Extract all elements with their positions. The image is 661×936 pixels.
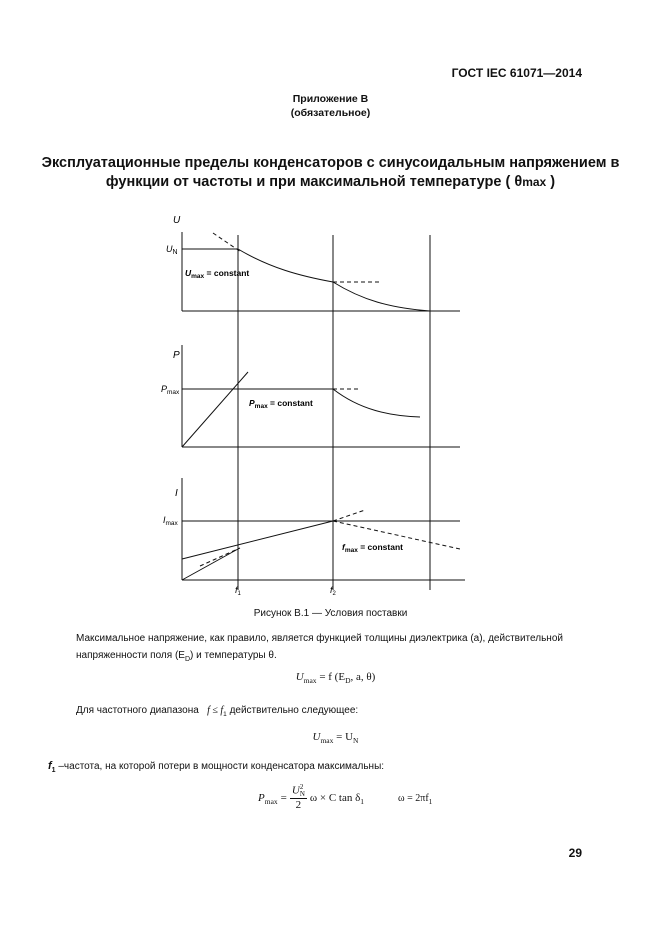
i-axis-label: I [175,488,178,499]
p-level-sub: max [167,389,180,396]
formula-3-num-sup: 2 [299,783,304,791]
formula-3-fraction [290,784,307,812]
formula-3-denominator: 2 [295,799,302,811]
paragraph-3-text: –частота, на которой потери в мощности конденсатора максимальны: [55,761,385,772]
i-dashed-upper [333,510,365,521]
p-note-main: P [249,398,255,408]
paragraph-1-text: Максимальное напряжение, как правило, является функцией толщины диэлектрика (а), действительной напряженности поля (E [76,633,563,661]
title-line-2-text: функции от частоты и при максимальной температуре ( [105,174,511,190]
u-axis-label: U [173,215,181,226]
p-constant-note [249,398,313,410]
formula-1-lhs-sub: max [303,676,317,686]
i-initial-line [182,549,238,580]
formula-2-lhs: U [312,731,321,743]
formula-3-omega-sub: 1 [428,796,433,806]
f2-main: f [330,585,333,595]
formula-3-rest-sub: 1 [360,796,365,806]
formula-3-num-sub: N [299,790,305,798]
p-level-main: P [161,384,168,394]
formula-3-numerator [290,784,307,799]
formula-3-lhs-sub: max [264,796,278,806]
formula-1-lhs: U [295,671,304,683]
p-axis-label: P [173,350,180,361]
u-curve-1 [238,249,333,282]
paragraph-3-symbol: f [48,760,52,772]
i-note-main: f [342,542,345,552]
u-level-label [166,244,178,256]
formula-umax [0,671,661,685]
formula-3-omega: ω = 2πf [398,792,429,804]
p-note-sub: max [254,403,268,410]
paragraph-2-condition-sub: 1 [223,711,227,718]
paragraph-3-symbol-sub: 1 [51,767,56,774]
formula-3-lhs: P [258,792,265,804]
i-level-label [163,515,179,527]
paragraph-1-end: ) и температуры θ. [190,650,277,661]
page-number: 29 [568,846,582,860]
formula-3-rest: ω × C tan δ [309,792,361,804]
u-level-main: U [166,244,173,254]
paragraph-2 [76,702,588,723]
formula-pmax: P $_{max}$ = U 2 N 2 ω × C tan δ $_1$ ω = 2πf $_1$ [258,783,433,811]
i-constant-note [342,542,403,554]
i-level-sub: max [165,520,178,527]
formula-1-rhs: = f (E [316,671,346,683]
title-close: ) [550,174,556,190]
i-note-rest: = constant [357,542,403,552]
u-curve-2 [333,282,430,311]
i-rising-line [182,521,333,559]
formula-1-rhs-sub: D [345,676,351,686]
figure-caption: Рисунок В.1 — Условия поставки [253,608,408,619]
f2-sub: 2 [332,591,336,597]
annex-label: Приложение В [292,93,369,105]
title-theta: θ [514,174,523,190]
i-dashed-lower [200,548,240,566]
paragraph-2-end: действительно следующее: [226,705,359,716]
formula-3-num: U [291,784,300,797]
paragraph-1-sub: D [184,656,191,663]
paragraph-3 [48,758,560,779]
formula-1-rhs-end: , a, θ) [350,671,376,683]
formula-umax-un [0,731,661,745]
p-decay-curve [333,389,420,417]
f1-main: f [235,585,238,595]
paragraph-1 [76,630,588,668]
title-line-1: Эксплуатационные пределы конденсаторов с синусоидальным напряжением в [41,155,620,171]
paragraph-2-start: Для частотного диапазона [76,705,199,716]
u-constant-note [185,268,249,280]
i-level-main: I [163,515,166,525]
u-level-sub: N [172,249,178,256]
annex-status: (обязательное) [290,107,371,119]
formula-2-eq-sub: N [353,736,359,746]
paragraph-2-condition: f ≤ f [207,705,224,716]
formula-2-lhs-sub: max [320,736,334,746]
standard-header: ГОСТ IEC 61071—2014 [451,66,582,80]
u-note-sub: max [191,273,205,280]
formula-2-eq: = U [333,731,354,743]
p-note-rest: = constant [267,398,313,408]
f1-sub: 1 [237,591,241,597]
i-note-sub: max [344,547,358,554]
u-note-main: U [185,268,192,278]
title-theta-sub: max [522,175,547,189]
u-note-rest: = constant [204,268,250,278]
p-level-label [161,384,180,396]
